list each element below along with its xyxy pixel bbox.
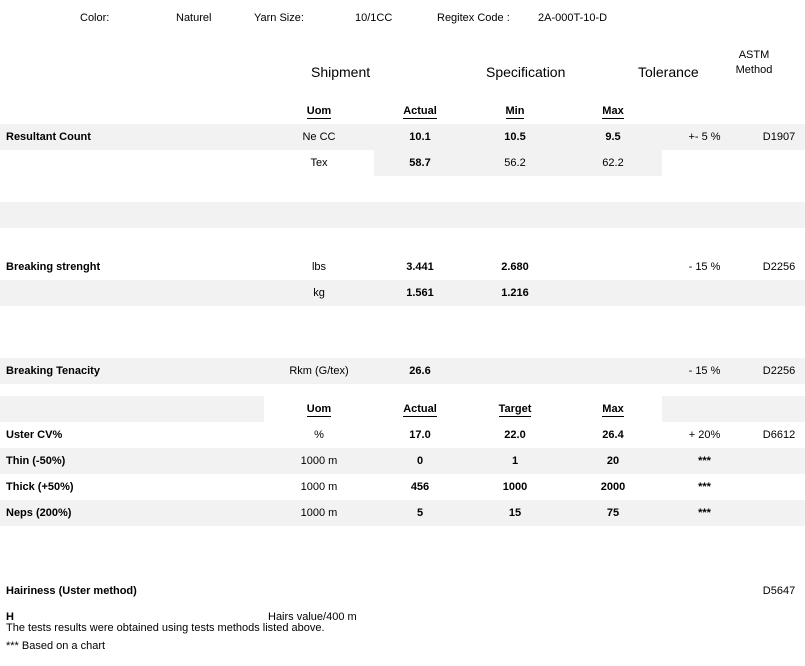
table-row: [0, 150, 805, 176]
row-tolerance: ***: [662, 474, 747, 500]
h-astm-blank: [747, 604, 805, 630]
row-tolerance: + 20%: [662, 422, 747, 448]
row-min: 10.5: [466, 124, 564, 150]
h-uom: Hairs value/400 m: [264, 604, 374, 630]
row-target: 22.0: [466, 422, 564, 448]
regitex-code-value: 2A-000T-10-D: [538, 12, 608, 24]
row-astm: [747, 150, 805, 176]
header-cell-blank: [0, 98, 264, 124]
row-target: 1: [466, 448, 564, 474]
row-label: [0, 150, 264, 176]
header-cell-max: Max: [564, 396, 662, 422]
row-max: [564, 280, 662, 306]
hairiness-label: Hairiness (Uster method): [0, 578, 264, 604]
group-heading-tolerance: Tolerance: [638, 64, 699, 80]
row-min: 1.216: [466, 280, 564, 306]
row-label: Neps (200%): [0, 500, 264, 526]
row-label: Resultant Count: [0, 124, 264, 150]
row-astm: [747, 500, 805, 526]
row-max: [564, 358, 662, 384]
color-label: Color:: [80, 12, 110, 24]
row-actual: 3.441: [374, 254, 466, 280]
row-actual: 5: [374, 500, 466, 526]
h-label: H: [0, 604, 264, 630]
table-row: [0, 474, 805, 500]
group-heading-specification: Specification: [486, 64, 566, 80]
color-value: Naturel: [176, 12, 212, 24]
header-cell-target: Target: [466, 396, 564, 422]
row-tolerance: [662, 150, 747, 176]
row-actual: 456: [374, 474, 466, 500]
row-target: 1000: [466, 474, 564, 500]
row-astm: [747, 474, 805, 500]
table-spacer-row: [0, 332, 805, 358]
table-row: [0, 422, 805, 448]
row-astm: D2256: [747, 358, 805, 384]
results-table-bottom: [0, 396, 805, 630]
row-astm: D1907: [747, 124, 805, 150]
row-max: 75: [564, 500, 662, 526]
row-astm: D2256: [747, 254, 805, 280]
header-cell-astm: [747, 396, 805, 422]
header-cell-max: Max: [564, 98, 662, 124]
table-row: [0, 500, 805, 526]
row-uom: kg: [264, 280, 374, 306]
row-tolerance: - 15 %: [662, 254, 747, 280]
h-tolerance-blank: [662, 604, 747, 630]
row-max: 62.2: [564, 150, 662, 176]
table-spacer-row: [0, 228, 805, 254]
table-spacer-row: [0, 526, 805, 552]
regitex-code-label: Regitex Code :: [437, 12, 510, 24]
row-uom: lbs: [264, 254, 374, 280]
table-row: [0, 124, 805, 150]
group-heading-shipment: Shipment: [311, 64, 371, 80]
header-cell-uom: Uom: [264, 396, 374, 422]
header-cell-tolerance: [662, 396, 747, 422]
row-max: 20: [564, 448, 662, 474]
table-header-row-bottom: [0, 396, 805, 422]
row-label: Uster CV%: [0, 422, 264, 448]
row-label: Breaking strenght: [0, 254, 264, 280]
hairiness-uom-blank: [264, 578, 374, 604]
yarn-size-value: 10/1CC: [355, 12, 393, 24]
row-actual: 0: [374, 448, 466, 474]
h-actual-blank: [374, 604, 466, 630]
row-label: Breaking Tenacity: [0, 358, 264, 384]
row-uom: Tex: [264, 150, 374, 176]
row-label: [0, 280, 264, 306]
header-cell-blank: [0, 396, 264, 422]
row-uom: %: [264, 422, 374, 448]
header-cell-min: Min: [466, 98, 564, 124]
table-header-row-top: [0, 98, 805, 124]
group-heading-astm-line2: Method: [735, 64, 773, 76]
header-cell-actual: Actual: [374, 98, 466, 124]
row-max: [564, 254, 662, 280]
meta-row: [0, 12, 805, 32]
group-heading-astm-line1: ASTM: [738, 49, 770, 61]
header-cell-actual: Actual: [374, 396, 466, 422]
row-target: 15: [466, 500, 564, 526]
footnote-methods: The tests results were obtained using tests methods listed above.: [6, 622, 325, 634]
table-spacer-row: [0, 202, 805, 228]
header-cell-tolerance: [662, 98, 747, 124]
row-astm: [747, 280, 805, 306]
row-min: [466, 358, 564, 384]
table-row: [0, 448, 805, 474]
row-actual: 17.0: [374, 422, 466, 448]
row-tolerance: +- 5 %: [662, 124, 747, 150]
row-min: 2.680: [466, 254, 564, 280]
row-tolerance: [662, 280, 747, 306]
table-row: [0, 280, 805, 306]
table-row: [0, 358, 805, 384]
yarn-size-label: Yarn Size:: [254, 12, 304, 24]
row-max: 9.5: [564, 124, 662, 150]
row-uom: 1000 m: [264, 500, 374, 526]
footnote-chart: *** Based on a chart: [6, 640, 106, 652]
row-label: Thin (-50%): [0, 448, 264, 474]
row-uom: 1000 m: [264, 474, 374, 500]
row-label: Thick (+50%): [0, 474, 264, 500]
hairiness-target-blank: [466, 578, 564, 604]
h-target-blank: [466, 604, 564, 630]
hairiness-actual-blank: [374, 578, 466, 604]
row-astm: D6612: [747, 422, 805, 448]
hairiness-astm: D5647: [747, 578, 805, 604]
table-row: [0, 254, 805, 280]
table-spacer-row: [0, 176, 805, 202]
header-cell-uom: Uom: [264, 98, 374, 124]
row-actual: 58.7: [374, 150, 466, 176]
row-uom: 1000 m: [264, 448, 374, 474]
row-actual: 26.6: [374, 358, 466, 384]
hairiness-tolerance-blank: [662, 578, 747, 604]
row-tolerance: ***: [662, 448, 747, 474]
header-cell-astm: [747, 98, 805, 124]
table-spacer-row: [0, 306, 805, 332]
row-actual: 1.561: [374, 280, 466, 306]
row-max: 26.4: [564, 422, 662, 448]
row-min: 56.2: [466, 150, 564, 176]
row-actual: 10.1: [374, 124, 466, 150]
table-row-hairiness: [0, 578, 805, 604]
row-astm: [747, 448, 805, 474]
row-uom: Rkm (G/tex): [264, 358, 374, 384]
hairiness-max-blank: [564, 578, 662, 604]
row-max: 2000: [564, 474, 662, 500]
row-tolerance: - 15 %: [662, 358, 747, 384]
row-uom: Ne CC: [264, 124, 374, 150]
table-spacer-row: [0, 552, 805, 578]
row-tolerance: ***: [662, 500, 747, 526]
h-max-blank: [564, 604, 662, 630]
